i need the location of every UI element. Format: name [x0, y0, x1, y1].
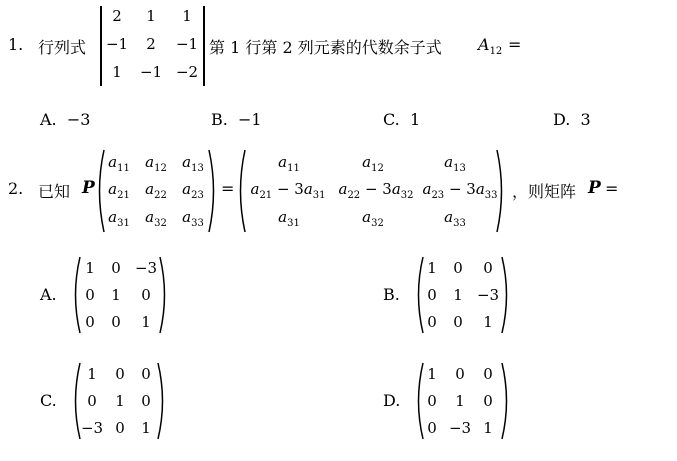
right-paren: [500, 361, 512, 441]
matrix-entry: $a_{31}$: [108, 208, 130, 229]
matrix-entry: 0: [85, 286, 95, 304]
matrix-entry: $a_{12}$: [145, 153, 167, 174]
matrix-entry: 0: [115, 365, 125, 383]
det-cell: 2: [112, 7, 122, 25]
q1-prefix: 行列式: [38, 38, 87, 57]
matrix-entry: $a_{22}$: [145, 180, 167, 201]
matrix-entry: $a_{13}$: [182, 153, 204, 174]
q1-option-a[interactable]: A. −3: [40, 110, 91, 129]
matrix-entry: $a_{33}$: [444, 208, 466, 229]
matrix-entry: 0: [427, 419, 437, 437]
matrix-entry: $a_{32}$: [145, 208, 167, 229]
matrix-entry: 0: [427, 313, 437, 331]
matrix-entry: 1: [483, 419, 493, 437]
matrix-entry: $a_{11}$: [278, 153, 300, 174]
matrix-entry: 0: [483, 392, 493, 410]
matrix-entry: 1: [141, 419, 151, 437]
q1-option-d[interactable]: D. 3: [553, 110, 591, 129]
q2-suffix-equals: =: [605, 179, 619, 198]
q2-equals: =: [221, 179, 235, 198]
matrix-entry: 0: [141, 286, 151, 304]
matrix-entry: $a_{23} - 3a_{33}$: [422, 180, 498, 201]
matrix-entry: 0: [111, 259, 121, 277]
matrix-entry: −3: [80, 419, 104, 437]
det-cell: −1: [105, 35, 129, 53]
matrix-entry: −3: [134, 259, 158, 277]
matrix-entry: 0: [483, 365, 493, 383]
matrix-entry: $a_{23}$: [182, 180, 204, 201]
option-letter: B.: [383, 285, 400, 304]
det-cell: 1: [146, 7, 156, 25]
matrix-entry: 1: [87, 365, 97, 383]
det-cell: −1: [139, 63, 163, 81]
q1-option-b[interactable]: B. −1: [211, 110, 262, 129]
option-letter: D.: [383, 391, 401, 410]
q1-option-c[interactable]: C. 1: [383, 110, 421, 129]
det-right-bar: [203, 6, 205, 86]
q1-equals: =: [508, 35, 522, 54]
q2-number: 2.: [8, 179, 24, 198]
matrix-entry: 0: [141, 365, 151, 383]
matrix-entry: −3: [476, 286, 500, 304]
option-letter: C.: [40, 391, 57, 410]
det-cell: −2: [175, 63, 199, 81]
matrix-entry: 1: [455, 392, 465, 410]
det-cell: 2: [146, 35, 156, 53]
det-cell: −1: [175, 35, 199, 53]
det-cell: 1: [182, 7, 192, 25]
matrix-entry: 1: [85, 259, 95, 277]
matrix-entry: 1: [483, 313, 493, 331]
matrix-entry: 0: [115, 419, 125, 437]
matrix-entry: 0: [453, 313, 463, 331]
det-cell: 1: [112, 63, 122, 81]
det-left-bar: [100, 6, 102, 86]
matrix-entry: 0: [141, 392, 151, 410]
matrix-entry: 0: [87, 392, 97, 410]
q2-suffix: ，则矩阵: [512, 182, 577, 201]
matrix-entry: $a_{21}$: [108, 180, 130, 201]
matrix-entry: $a_{11}$: [108, 153, 130, 174]
matrix-entry: $a_{33}$: [182, 208, 204, 229]
matrix-entry: 1: [427, 365, 437, 383]
matrix-entry: 1: [115, 392, 125, 410]
matrix-entry: −3: [448, 419, 472, 437]
matrix-entry: 1: [141, 313, 151, 331]
matrix-entry: 0: [455, 365, 465, 383]
matrix-entry: 1: [111, 286, 121, 304]
matrix-entry: $a_{32}$: [362, 208, 384, 229]
matrix-entry: 0: [111, 313, 121, 331]
matrix-entry: 1: [453, 286, 463, 304]
matrix-entry: $a_{21} - 3a_{31}$: [250, 180, 326, 201]
matrix-entry: 1: [427, 259, 437, 277]
matrix-entry: $a_{31}$: [278, 208, 300, 229]
q2-prefix: 已知: [38, 182, 71, 201]
matrix-entry: 0: [427, 392, 437, 410]
matrix-entry: 0: [427, 286, 437, 304]
q2-P: P: [82, 178, 95, 198]
q1-symbol: $A_{12}$: [478, 35, 503, 58]
right-paren: [207, 148, 219, 234]
q1-suffix: 第 1 行第 2 列元素的代数余子式: [209, 38, 442, 57]
matrix-entry: $a_{22} - 3a_{32}$: [338, 180, 414, 201]
option-letter: A.: [40, 285, 57, 304]
q1-number: 1.: [8, 35, 24, 54]
matrix-entry: $a_{12}$: [362, 153, 384, 174]
matrix-entry: 0: [453, 259, 463, 277]
matrix-entry: $a_{13}$: [444, 153, 466, 174]
matrix-entry: 0: [85, 313, 95, 331]
q2-suffix-P: P: [588, 178, 601, 198]
matrix-entry: 0: [483, 259, 493, 277]
